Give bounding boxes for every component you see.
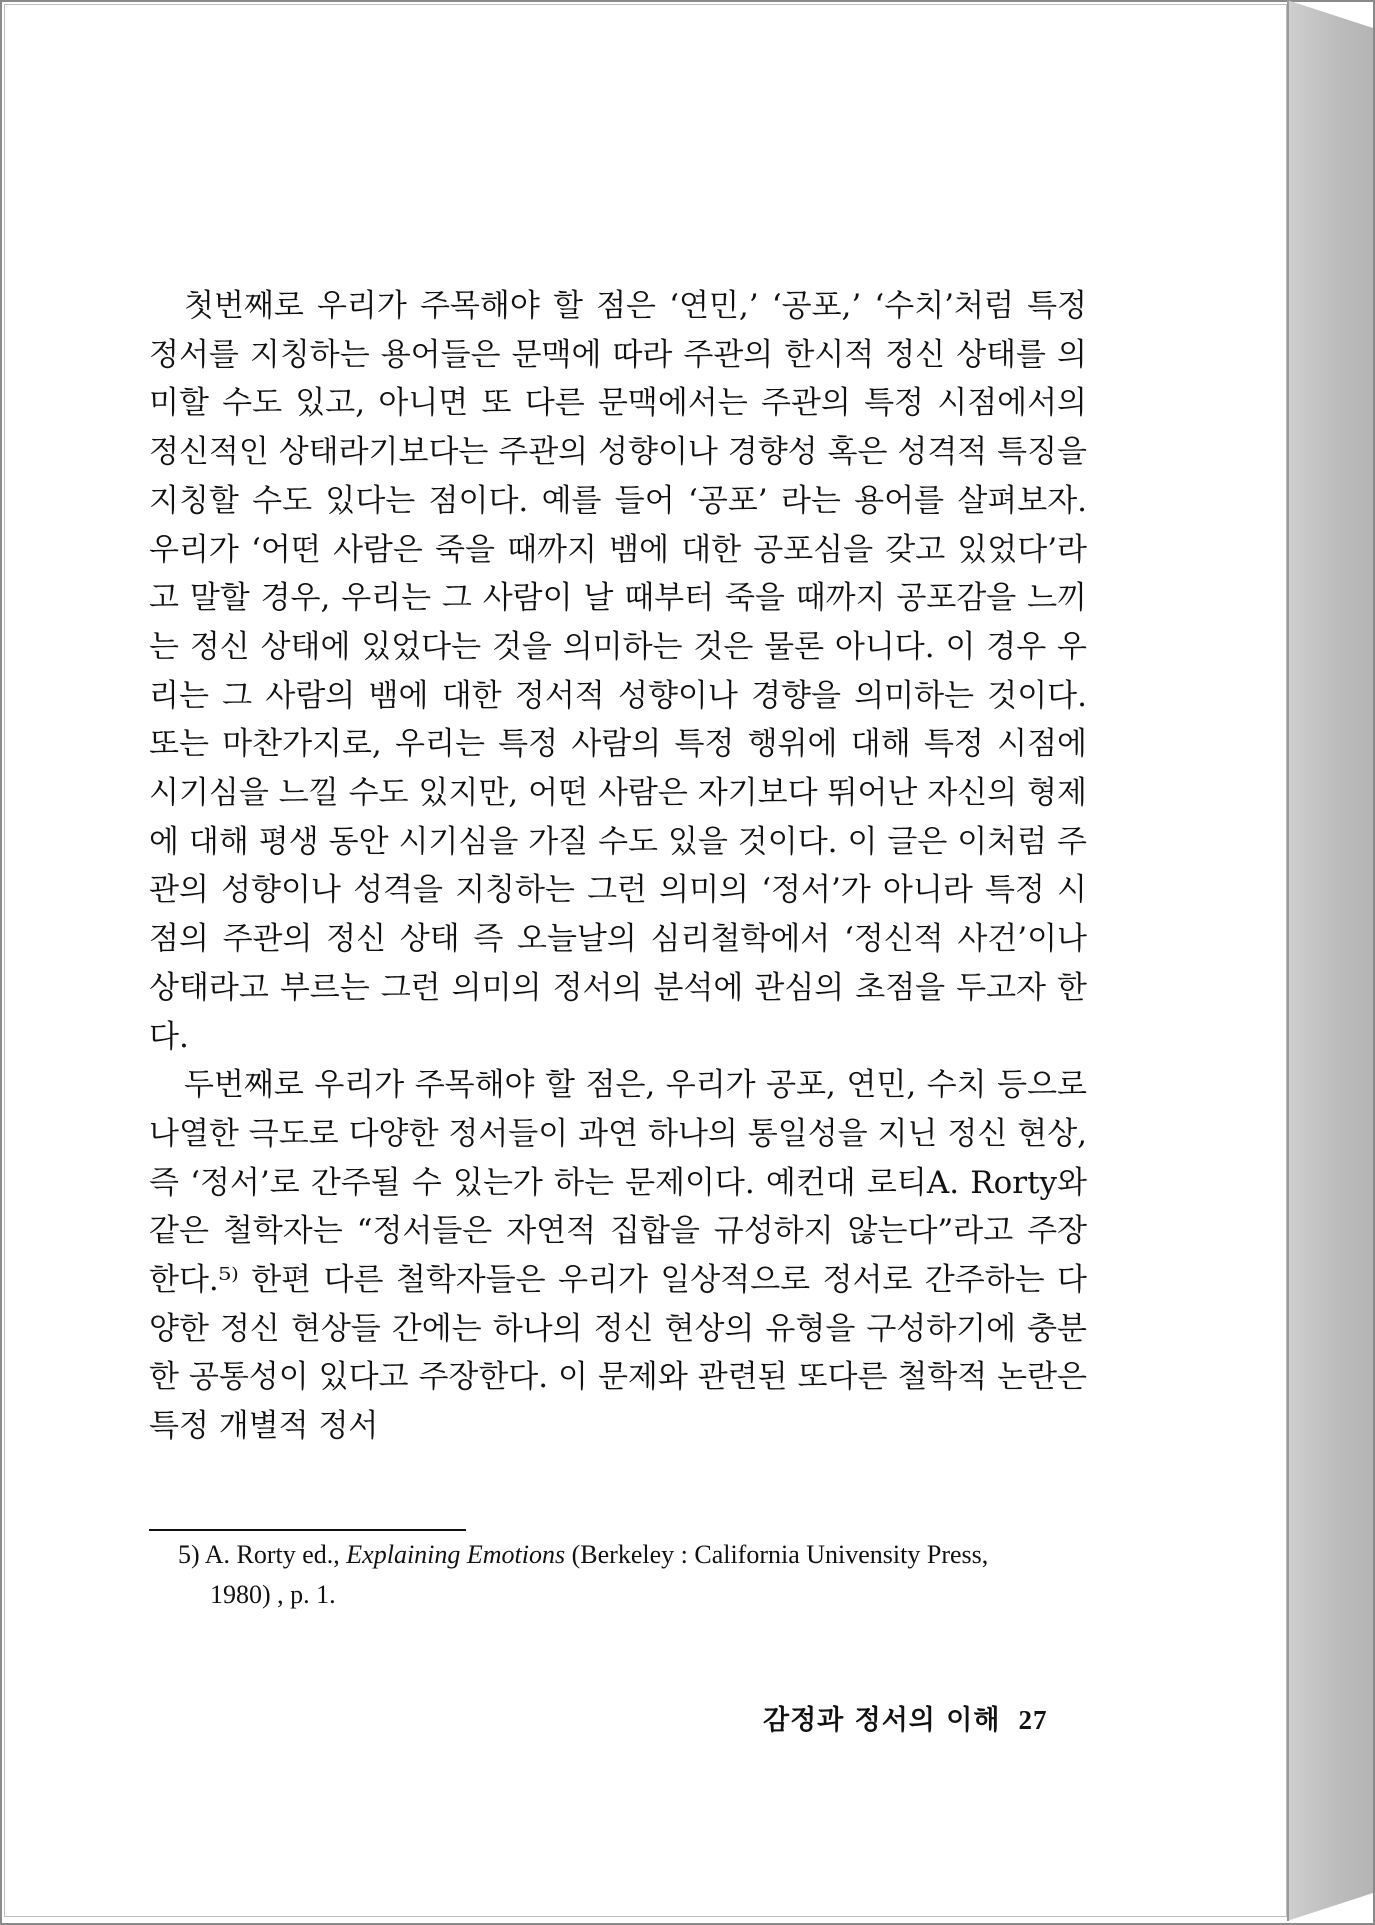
body-text (149, 282, 1087, 1451)
running-footer (763, 1698, 1047, 1737)
footnote-publisher: (Berkeley : California Univensity Press, (571, 1540, 989, 1569)
footnote-title: Explaining Emotions (346, 1540, 566, 1569)
footnote-marker: 5) (178, 1540, 200, 1569)
footnote-year-page: 1980) , p. 1. (210, 1580, 336, 1609)
footnote-author: A. Rorty ed., (204, 1540, 340, 1569)
page-number: 27 (1018, 1705, 1048, 1735)
running-title: 감정과 정서의 이해 (763, 1705, 1001, 1736)
footnote (178, 1535, 1088, 1615)
footnote-divider (149, 1529, 466, 1531)
page-spine-line (1287, 0, 1289, 1921)
paragraph-2: 두번째로 우리가 주목해야 할 점은, 우리가 공포, 연민, 수치 등으로 나열한 극도로 다양한 정서들이 과연 하나의 통일성을 지닌 정신 현상, 즉 ‘정서’로 간주될 수 있는가 하는 문제이다. 예컨대 로티A. Rorty와 같은 철학자는 “정서들은 자연적 집합을 규성하지 않는다”라고 주장한다.⁵⁾ 한편 다른 철학자들은 우리가 일상적으로 정서로 간주하는 다양한 정신 현상들 간에는 하나의 정신 현상의 유형을 구성하기에 충분한 공통성이 있다고 주장한다. 이 문제와 관련된 또다른 철학적 논란은 특정 개별적 정서 (149, 1067, 1087, 1445)
paragraph-1: 첫번째로 우리가 주목해야 할 점은 ‘연민,’ ‘공포,’ ‘수치’처럼 특정 정서를 지칭하는 용어들은 문맥에 따라 주관의 한시적 정신 상태를 의미할 수도 있고, 아니면 또 다른 문맥에서는 주관의 특정 시점에서의 정신적인 상태라기보다는 주관의 성향이나 경향성 혹은 성격적 특징을 지칭할 수도 있다는 점이다. 예를 들어 ‘공포’ 라는 용어를 살펴보자. 우리가 ‘어떤 사람은 죽을 때까지 뱀에 대한 공포심을 갖고 있었다’라고 말할 경우, 우리는 그 사람이 날 때부터 죽을 때까지 공포감을 느끼는 정신 상태에 있었다는 것을 의미하는 것은 물론 아니다. 이 경우 우리는 그 사람의 뱀에 대한 정서적 성향이나 경향을 의미하는 것이다. 또는 마찬가지로, 우리는 특정 사람의 특정 행위에 대해 특정 시점에 시기심을 느낄 수도 있지만, 어떤 사람은 자기보다 뛰어난 자신의 형제에 대해 평생 동안 시기심을 가질 수도 있을 것이다. 이 글은 이처럼 주관의 성향이나 성격을 지칭하는 그런 의미의 ‘정서’가 아니라 특정 시점의 주관의 정신 상태 즉 오늘날의 심리철학에서 ‘정신적 사건’이나 상태라고 부르는 그런 의미의 정서의 분석에 관심의 초점을 두고자 한다. (149, 288, 1087, 1055)
page-stack-edge (1287, 0, 1373, 1921)
